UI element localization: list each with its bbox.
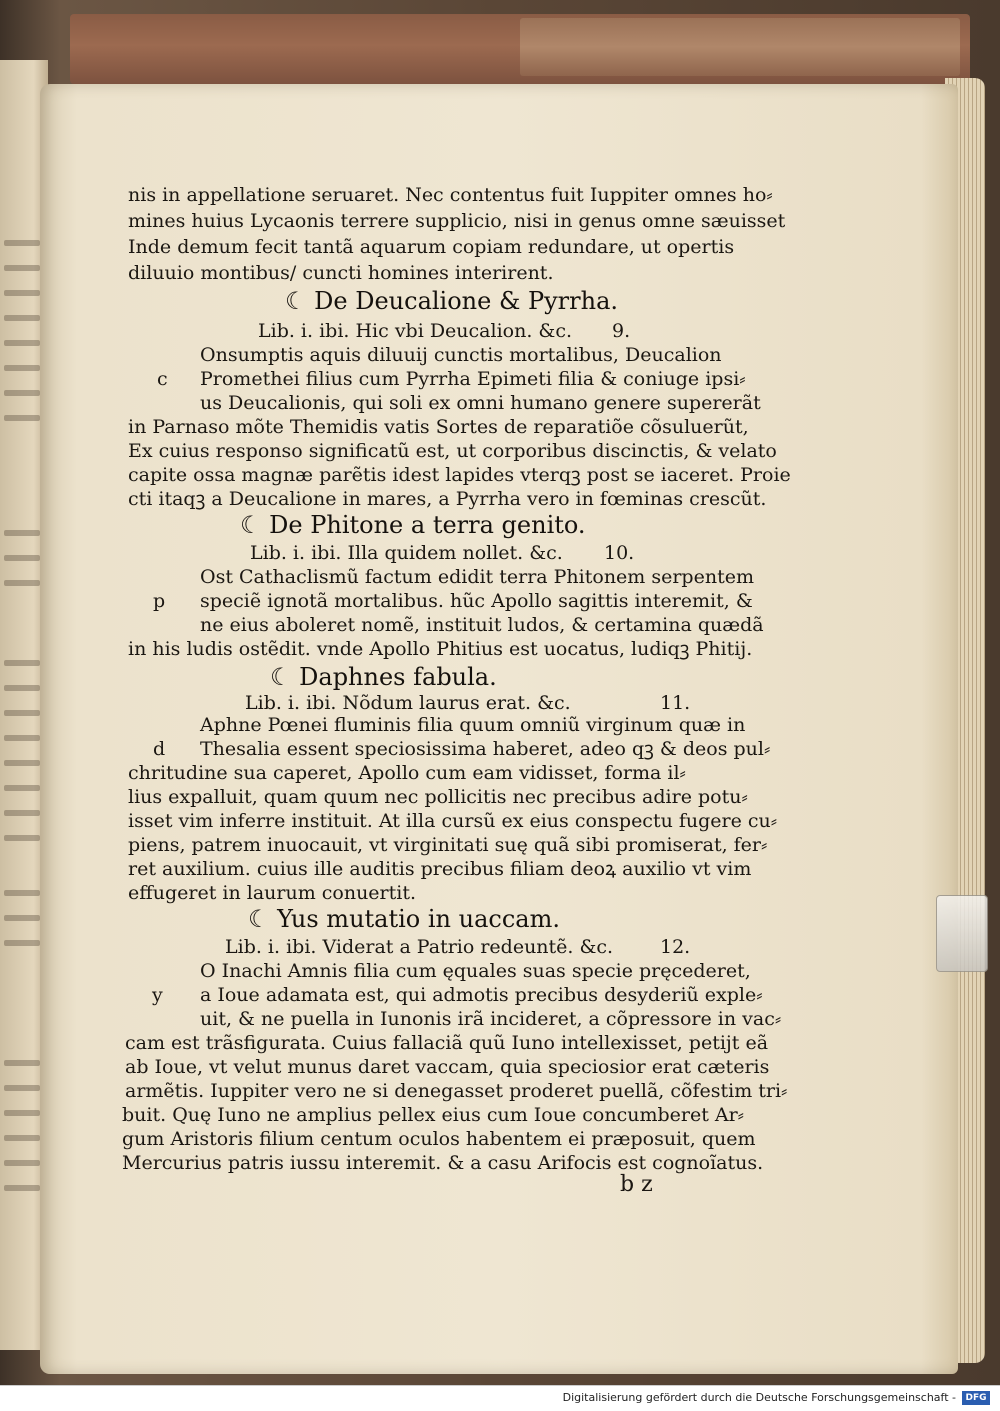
- book-reference: Lib. i. ibi. Viderat a Patrio redeuntẽ. &c.: [225, 936, 614, 958]
- section-heading: ☾ Daphnes fabula.: [270, 663, 497, 691]
- text-line: speciẽ ignotã mortalibus. hũc Apollo sagittis interemit, &: [200, 590, 753, 612]
- initial-guide-letter: c: [157, 368, 168, 390]
- text-line: Mercurius patris iussu interemit. & a casu Arifocis est cognoĩatus.: [122, 1152, 764, 1174]
- text-line: ne eius aboleret nomẽ, instituit ludos, & certamina quædã: [200, 614, 764, 636]
- text-line: uit, & ne puella in Iunonis irã incideret, a cõpressore in vac⸗: [200, 1008, 782, 1030]
- initial-guide-letter: p: [153, 590, 166, 612]
- initial-guide-letter: d: [153, 738, 166, 760]
- text-line: mines huius Lycaonis terrere supplicio, nisi in genus omne sæuisset: [128, 210, 786, 232]
- section-number: 9.: [612, 320, 631, 342]
- dfg-logo: DFG: [962, 1391, 990, 1405]
- text-line: in his ludis ostẽdit. vnde Apollo Phitius est uocatus, ludiqꝫ Phitij.: [128, 638, 753, 660]
- text-line: in Parnaso mõte Themidis vatis Sortes de reparatiõe cõsuluerũt,: [128, 416, 749, 438]
- text-line: gum Aristoris filium centum oculos habentem ei præposuit, quem: [122, 1128, 756, 1150]
- section-number: 12.: [660, 936, 691, 958]
- text-line: isset vim inferre instituit. At illa cursũ ex eius conspectu fugere cu⸗: [128, 810, 778, 832]
- section-heading: ☾ De Phitone a terra genito.: [240, 511, 586, 539]
- text-line: Promethei filius cum Pyrrha Epimeti filia & coniuge ipsi⸗: [200, 368, 746, 390]
- text-line: Onsumptis aquis diluuij cunctis mortalibus, Deucalion: [200, 344, 722, 366]
- text-line: ret auxilium. cuius ille auditis precibus filiam deoꝝ auxilio vt vim: [128, 858, 752, 880]
- text-line: piens, patrem inuocauit, vt virginitati suę quã sibi promiserat, fer⸗: [128, 834, 768, 856]
- text-line: cam est trãsfigurata. Cuius fallaciã quũ Iuno intellexisset, petijt eã: [125, 1032, 769, 1054]
- section-heading: ☾ De Deucalione & Pyrrha.: [285, 287, 618, 315]
- text-line: lius expalluit, quam quum nec pollicitis nec precibus adire potu⸗: [128, 786, 748, 808]
- signature-mark: b z: [620, 1172, 653, 1197]
- text-line: Inde demum fecit tantã aquarum copiam redundare, ut opertis: [128, 236, 735, 258]
- text-line: O Inachi Amnis filia cum ęquales suas specie pręcederet,: [200, 960, 751, 982]
- book-reference: Lib. i. ibi. Hic vbi Deucalion. &c.: [258, 320, 573, 342]
- text-line: Ost Cathaclismũ factum edidit terra Phitonem serpentem: [200, 566, 754, 588]
- section-number: 10.: [604, 542, 635, 564]
- text-line: Aphne Pœnei fluminis filia quum omniũ virginum quæ in: [200, 714, 746, 736]
- section-number: 11.: [660, 692, 691, 714]
- book-reference: Lib. i. ibi. Illa quidem nollet. &c.: [250, 542, 563, 564]
- text-line: Ex cuius responso significatũ est, ut corporibus discinctis, & velato: [128, 440, 777, 462]
- text-line: capite ossa magnæ parẽtis idest lapides vterqꝫ post se iaceret. Proie: [128, 464, 791, 486]
- text-line: armẽtis. Iuppiter vero ne si denegasset proderet puellã, cõfestim tri⸗: [125, 1080, 788, 1102]
- text-line: chritudine sua caperet, Apollo cum eam vidisset, forma il⸗: [128, 762, 686, 784]
- section-heading: ☾ Yus mutatio in uaccam.: [248, 905, 560, 933]
- text-line: ab Ioue, vt velut munus daret vaccam, quia speciosior erat cæteris: [125, 1056, 770, 1078]
- text-line: Thesalia essent speciosissima haberet, adeo qꝫ & deos pul⸗: [200, 738, 771, 760]
- text-line: diluuio montibus/ cuncti homines interirent.: [128, 262, 554, 284]
- text-line: buit. Quę Iuno ne amplius pellex eius cum Ioue concumberet Ar⸗: [122, 1104, 745, 1126]
- book-cover-top-right: [520, 18, 960, 76]
- text-line: us Deucalionis, qui soli ex omni humano genere supererãt: [200, 392, 761, 414]
- page-clip: [936, 895, 988, 972]
- text-line: cti itaqꝫ a Deucalione in mares, a Pyrrha vero in fœminas crescũt.: [128, 488, 767, 510]
- initial-guide-letter: y: [152, 984, 163, 1006]
- footer-bar: [0, 1385, 1000, 1411]
- text-line: nis in appellatione seruaret. Nec contentus fuit Iuppiter omnes ho⸗: [128, 184, 773, 206]
- book-reference: Lib. i. ibi. Nõdum laurus erat. &c.: [245, 692, 571, 714]
- funding-notice: Digitalisierung gefördert durch die Deutsche Forschungsgemeinschaft -: [562, 1391, 956, 1404]
- text-line: effugeret in laurum conuertit.: [128, 882, 417, 904]
- text-line: a Ioue adamata est, qui admotis precibus desyderiũ exple⸗: [200, 984, 763, 1006]
